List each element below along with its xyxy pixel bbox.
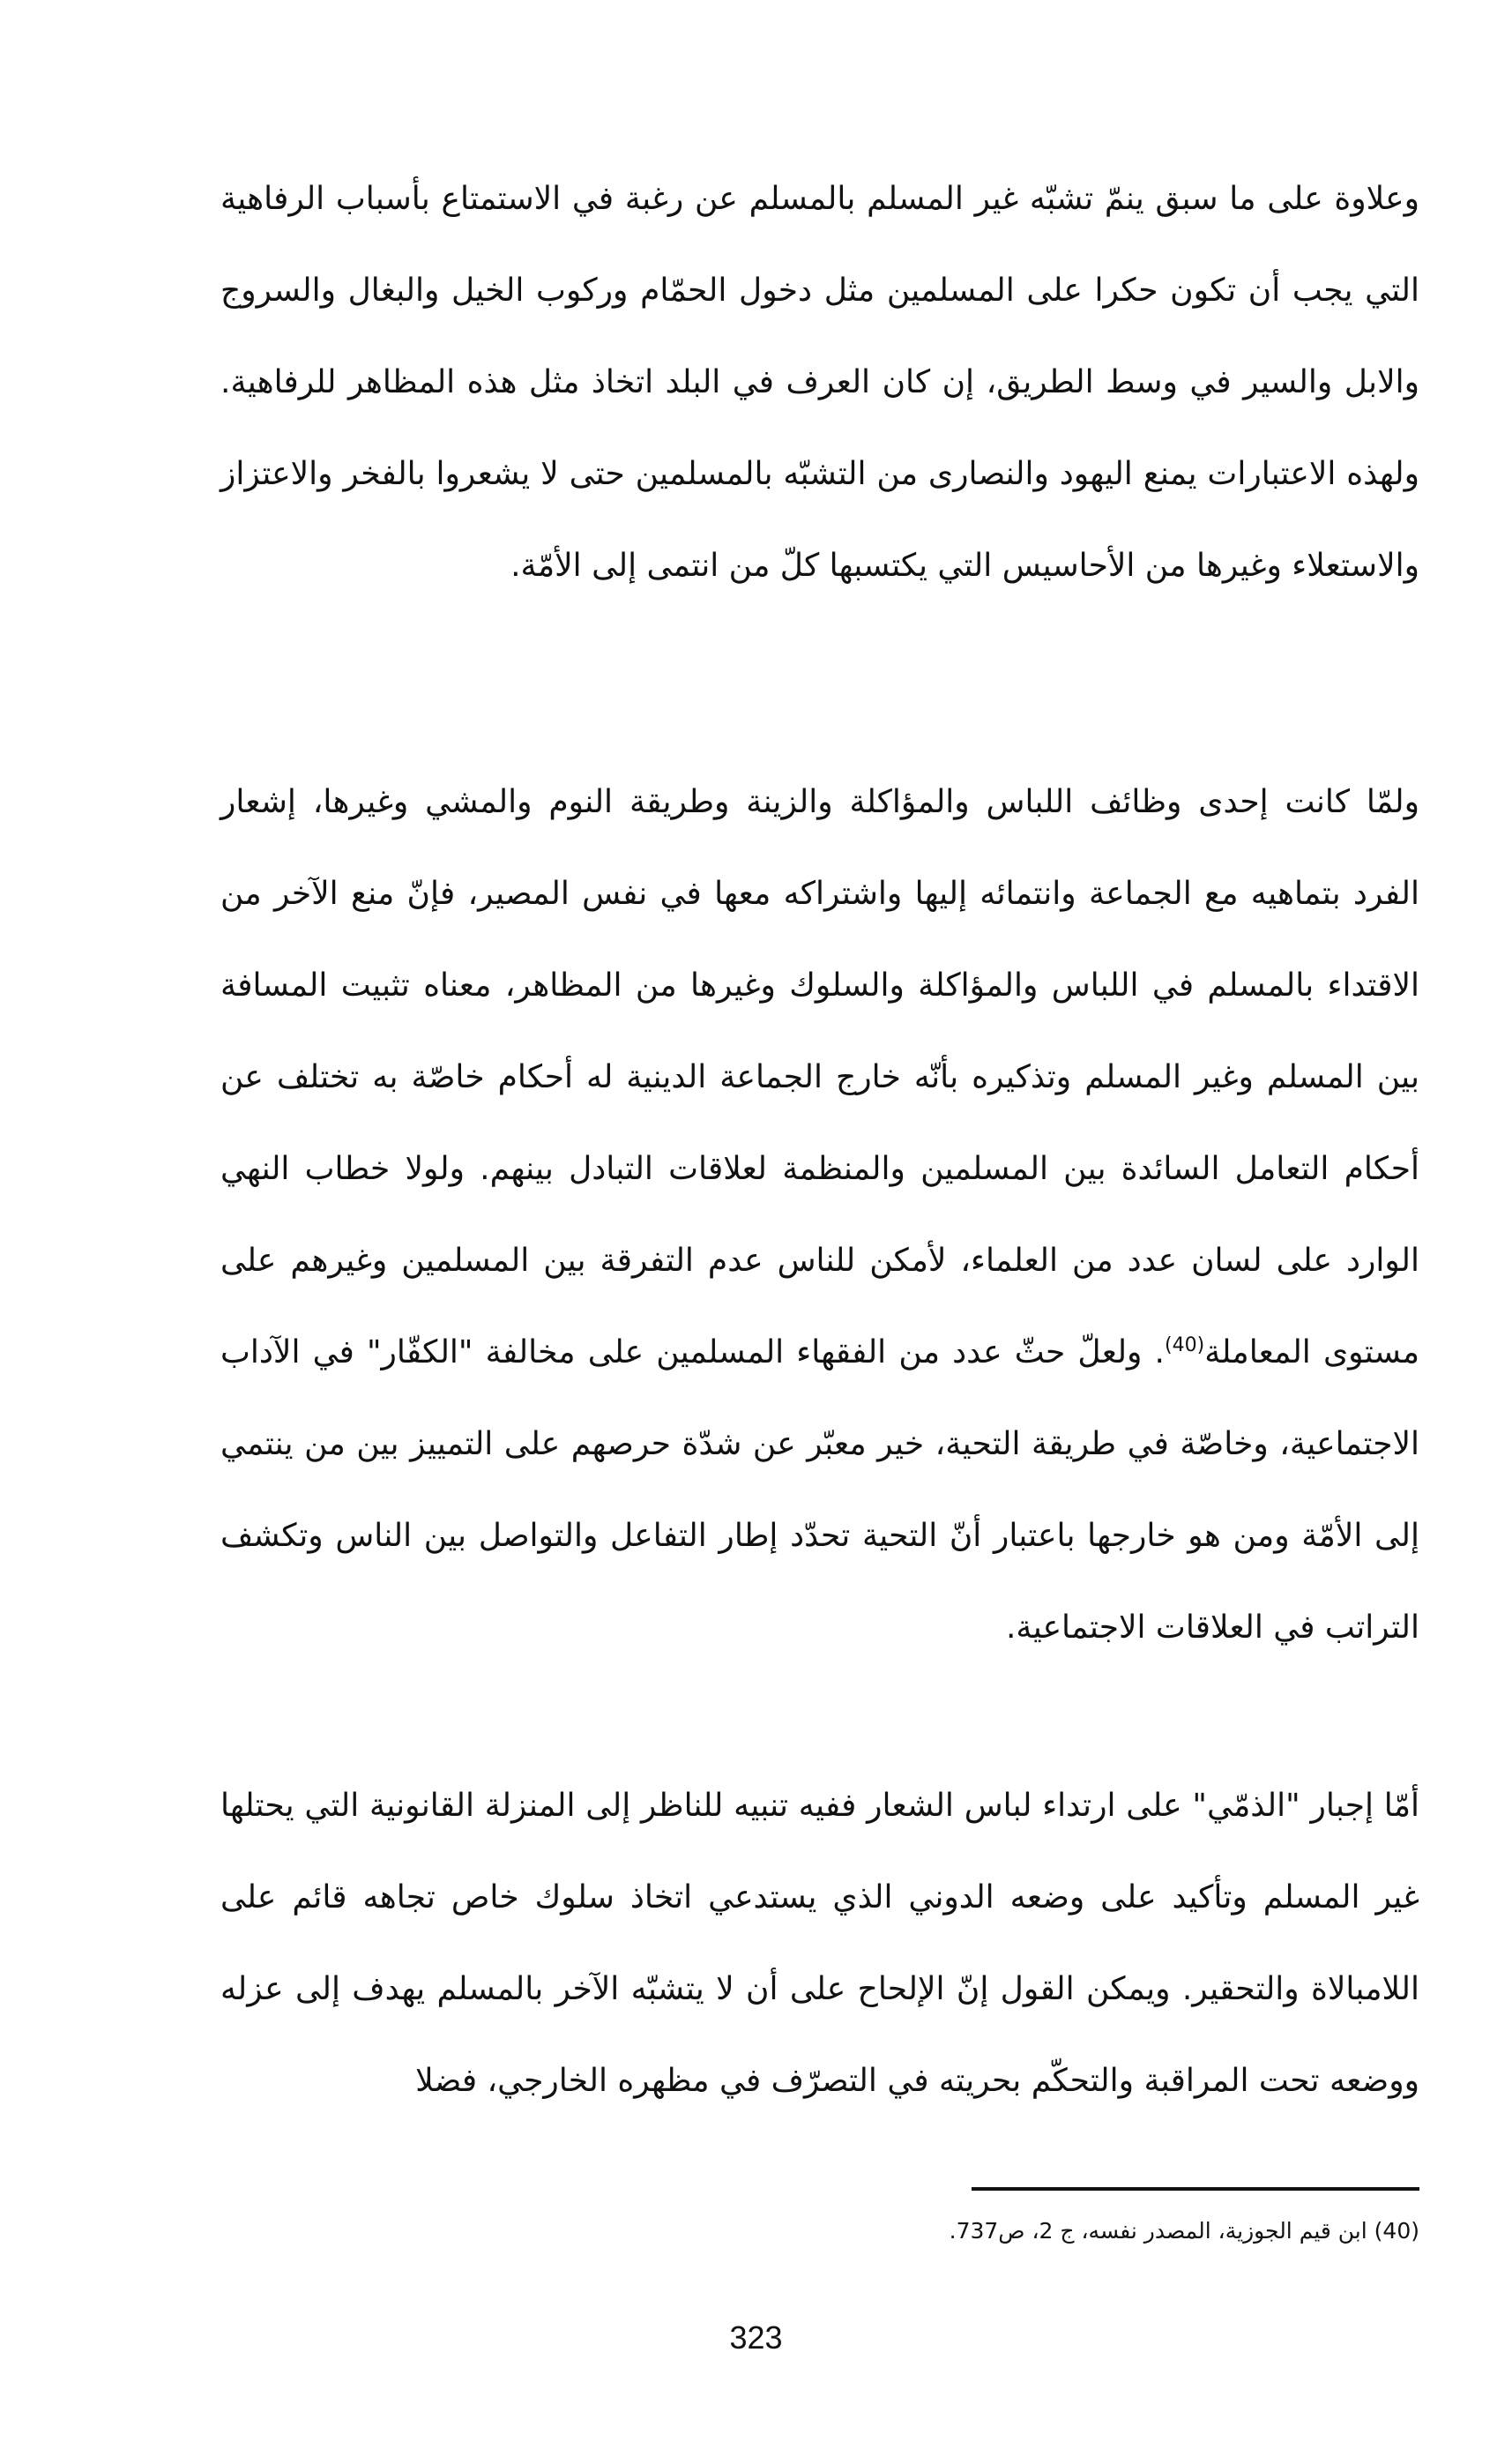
paragraph-1: وعلاوة على ما سبق ينمّ تشبّه غير المسلم بالمسلم عن رغبة في الاستمتاع بأسباب الرفاهية التي يجب أن تكون حكرا على المسلمين مثل دخول الحمّام وركوب الخيل والبغال والسروج والابل والسير في وسط الطريق، إن كان العرف في البلد اتخاذ مثل هذه المظاهر للرفاهية. ولهذه الاعتبارات يمنع اليهود والنصارى من التشبّه بالمسلمين حتى لا يشعروا بالفخر والاعتزاز والاستعلاء وغيرها من الأحاسيس التي يكتسبها كلّ من انتمى إلى الأمّة. bbox=[220, 181, 1419, 584]
paragraph-2 bbox=[220, 757, 1419, 1674]
paragraph-3: أمّا إجبار "الذمّي" على ارتداء لباس الشعار ففيه تنبيه للناظر إلى المنزلة القانونية التي يحتلها غير المسلم وتأكيد على وضعه الدوني الذي يستدعي اتخاذ سلوك خاص تجاهه قائم على اللامبالاة والتحقير. ويمكن القول إنّ الإلحاح على أن لا يتشبّه الآخر بالمسلم يهدف إلى عزله ووضعه تحت المراقبة والتحكّم بحريته في التصرّف في مظهره الخارجي، فضلا bbox=[220, 1788, 1419, 2099]
page-number: 323 bbox=[729, 2319, 783, 2356]
footnote-reference-marker: (40) bbox=[1165, 1334, 1205, 1356]
paragraph-2-text-after-note: . ولعلّ حثّ عدد من الفقهاء المسلمين على مخالفة "الكفّار" في الآداب الاجتماعية، وخاصّة في طريقة التحية، خير معبّر عن شدّة حرصهم على التمييز بين من ينتمي إلى الأمّة ومن هو خارجها باعتبار أنّ التحية تحدّد إطار التفاعل والتواصل بين الناس وتكشف التراتب في العلاقات الاجتماعية. bbox=[220, 1334, 1419, 1646]
paragraph-2-text-before-note: ولمّا كانت إحدى وظائف اللباس والمؤاكلة والزينة وطريقة النوم والمشي وغيرها، إشعار الفرد بتماهيه مع الجماعة وانتمائه إليها واشتراكه معها في نفس المصير، فإنّ منع الآخر من الاقتداء بالمسلم في اللباس والمؤاكلة والسلوك وغيرها من المظاهر، معناه تثبيت المسافة بين المسلم وغير المسلم وتذكيره بأنّه خارج الجماعة الدينية له أحكام خاصّة به تختلف عن أحكام التعامل السائدة بين المسلمين والمنظمة لعلاقات التبادل بينهم. ولولا خطاب النهي الوارد على لسان عدد من العلماء، لأمكن للناس عدم التفرقة بين المسلمين وغيرهم على مستوى المعاملة bbox=[220, 784, 1419, 1370]
footnote-divider bbox=[972, 2187, 1419, 2191]
footnote-40: (40) ابن قيم الجوزية، المصدر نفسه، ج 2، ص737. bbox=[949, 2218, 1419, 2244]
